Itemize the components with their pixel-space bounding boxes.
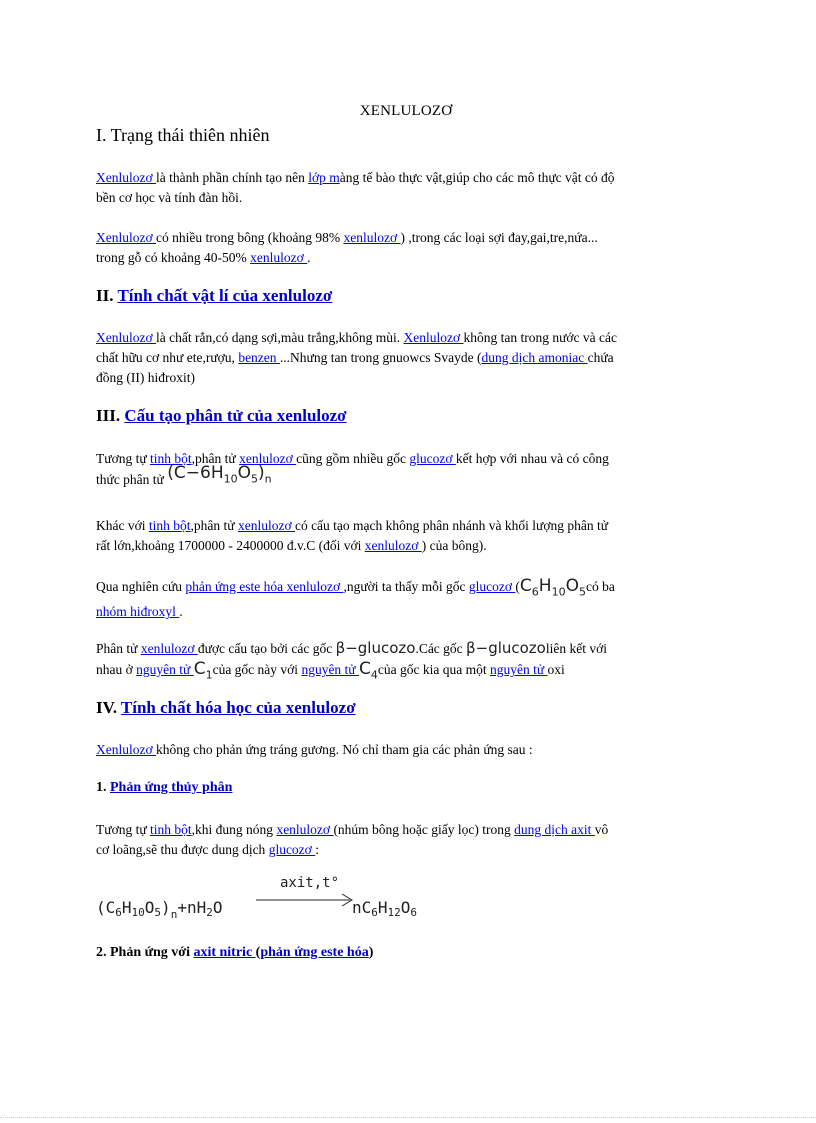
- link-xenlulozo[interactable]: xenlulozơ: [276, 822, 334, 837]
- heading-number: II.: [96, 286, 118, 305]
- link-dung-dich-axit[interactable]: dung dịch axit: [514, 822, 595, 837]
- formula-beta-glucozo: β−glucozo: [466, 639, 546, 657]
- equation-left: $(C6H10O5)_n+nH2O$: [96, 898, 223, 920]
- formula-beta-glucozo: β−glucozo: [335, 639, 416, 657]
- link-tinh-bot[interactable]: tinh bột: [150, 822, 192, 837]
- equation-right: nC6H12O6: [352, 898, 418, 919]
- section-4-paragraph-2: [96, 820, 716, 860]
- text: là chất rắn,có dạng sợi,màu trắng,không mùi.: [156, 330, 404, 345]
- text: (: [515, 579, 520, 594]
- link-xenlulozo[interactable]: xenlulozơ: [237, 518, 295, 533]
- text: không cho phản ứng tráng gương. Nó chỉ tham gia các phản ứng sau :: [156, 742, 533, 757]
- section-4-heading: [96, 698, 356, 718]
- section-2-heading: [96, 286, 332, 306]
- section-1-heading: I. Trạng thái thiên nhiên: [96, 125, 270, 145]
- section-3-heading: [96, 406, 347, 426]
- text: vô: [594, 822, 609, 837]
- link-dung-dich-amoniac[interactable]: dung dịch amoniac: [481, 350, 588, 365]
- text: Khác với: [96, 518, 149, 533]
- formula-c1: $C_1$: [193, 659, 213, 682]
- text: ,phân tử: [191, 451, 240, 466]
- link-glucozo[interactable]: glucozơ: [468, 579, 516, 594]
- link-xenlulozo[interactable]: xenlulozơ: [250, 250, 308, 265]
- text: được cấu tạo bởi các gốc: [197, 641, 336, 656]
- section-3-paragraph-3: [96, 576, 716, 622]
- text: là thành phần chính tạo nên: [156, 170, 309, 185]
- text: đồng (II) hiđroxit): [96, 370, 195, 385]
- link-nguyen-tu[interactable]: nguyên tử: [301, 662, 359, 677]
- text: ) ,trong các loại sợi đay,gai,tre,nứa...: [400, 230, 598, 245]
- section-3-paragraph-2: [96, 516, 716, 556]
- heading-number: III.: [96, 406, 125, 425]
- subsection-1-heading: [96, 780, 232, 796]
- text: trong gỗ có khoảng 40-50%: [96, 250, 251, 265]
- text: chứa: [587, 350, 614, 365]
- link-xenlulozo[interactable]: Xenlulozơ: [403, 330, 464, 345]
- text: ): [368, 945, 374, 960]
- text: (nhúm bông hoặc giấy lọc) trong: [333, 822, 515, 837]
- text: của gốc này với: [212, 662, 302, 677]
- formula-c4: $C_4$: [359, 659, 378, 682]
- text: cũng gồm nhiều gốc: [296, 451, 410, 466]
- section-3-paragraph-4: [96, 638, 716, 685]
- section-1-paragraph-2: [96, 228, 716, 268]
- text: liên kết với: [545, 641, 607, 656]
- text: Tương tự: [96, 451, 151, 466]
- text: Qua nghiên cứu: [96, 579, 186, 594]
- link-benzen[interactable]: benzen: [238, 350, 280, 365]
- text: có cấu tạo mạch không phân nhánh và khối lượng phân tử: [294, 518, 609, 533]
- text: cơ loãng,sẽ thu được dung dịch: [96, 842, 269, 857]
- section-2-paragraph-1: [96, 328, 716, 388]
- text: có ba: [585, 579, 615, 594]
- link-phan-ung-este-hoa[interactable]: phản ứng este hóa: [260, 945, 369, 960]
- heading-number: 1.: [96, 780, 110, 795]
- text: nhau ở: [96, 662, 137, 677]
- link-xenlulozo[interactable]: Xenlulozơ: [96, 742, 156, 757]
- text: bền cơ học và tính đàn hồi.: [96, 190, 243, 205]
- heading-link-physical-properties[interactable]: Tính chất vật lí của xenlulozơ: [117, 286, 333, 305]
- formula-cellulose: $(C-6H_{10}O_5)_n$: [167, 463, 272, 486]
- text: ,phân tử: [190, 518, 238, 533]
- link-xenlulozo[interactable]: Xenlulozơ: [96, 330, 156, 345]
- text: ) của bông).: [421, 538, 487, 553]
- heading-link-chemical-properties[interactable]: Tính chất hóa học của xenlulozơ: [120, 698, 356, 717]
- formula-glucose-unit: $C_6H_{10}O_5$: [519, 576, 586, 599]
- text: 2. Phản ứng với: [96, 945, 194, 960]
- link-glucozo[interactable]: glucozơ: [409, 451, 456, 466]
- page-title: XENLULOZƠ: [359, 103, 453, 119]
- text: ,khi đung nóng: [191, 822, 277, 837]
- link-xenlulozo[interactable]: xenlulozơ: [140, 641, 198, 656]
- link-nguyen-tu[interactable]: nguyên tử: [136, 662, 194, 677]
- link-xenlulozo[interactable]: Xenlulozơ: [96, 170, 156, 185]
- text: (: [255, 945, 261, 960]
- text: .Các gốc: [415, 641, 467, 656]
- link-xenlulozo[interactable]: xenlulozơ: [364, 538, 422, 553]
- link-axit-nitric[interactable]: axit nitric: [193, 945, 256, 960]
- link-xenlulozo[interactable]: Xenlulozơ: [96, 230, 156, 245]
- link-phan-ung-este-hoa[interactable]: phản ứng este hóa: [185, 579, 287, 594]
- text: ,người ta thấy mỗi gốc: [343, 579, 469, 594]
- text: của gốc kia qua một: [377, 662, 490, 677]
- link-tinh-bot[interactable]: tinh bột: [150, 451, 192, 466]
- section-4-paragraph-1: [96, 740, 716, 760]
- text: ...Nhưng tan trong gnuowcs Svayde (: [279, 350, 482, 365]
- text: :: [315, 842, 319, 857]
- text: chất hữu cơ như ete,rượu,: [96, 350, 239, 365]
- link-phan-ung-thuy-phan[interactable]: Phản ứng thủy phân: [110, 780, 233, 795]
- section-3-paragraph-1: [96, 449, 716, 495]
- text: .: [179, 604, 183, 620]
- link-xenlulozo[interactable]: xenlulozơ: [343, 230, 401, 245]
- section-1-paragraph-1: [96, 168, 716, 208]
- link-lop-mang[interactable]: lớp m: [308, 170, 340, 185]
- link-nhom-hidroxyl[interactable]: nhóm hiđroxyl: [96, 604, 180, 620]
- link-xenlulozo[interactable]: xenlulozơ: [286, 579, 344, 594]
- link-nguyen-tu[interactable]: nguyên tử: [489, 662, 548, 677]
- text: Phân tử: [96, 641, 141, 656]
- link-xenlulozo[interactable]: xenlulozơ: [239, 451, 297, 466]
- page-bottom-border: [0, 1117, 816, 1118]
- link-glucozo[interactable]: glucozơ: [268, 842, 316, 857]
- text: kết hợp với nhau và có công: [455, 451, 609, 466]
- text: có nhiều trong bông (khoảng 98%: [156, 230, 344, 245]
- text: Tương tự: [96, 822, 151, 837]
- link-tinh-bot[interactable]: tinh bột: [148, 518, 191, 533]
- text: .: [307, 250, 311, 265]
- text: àng tế bào thực vật,giúp cho các mô thực vật có độ: [339, 170, 615, 185]
- text: thức phân tử: [96, 472, 168, 487]
- hydrolysis-equation: [96, 870, 456, 920]
- heading-link-molecular-structure[interactable]: Cấu tạo phân tử của xenlulozơ: [124, 406, 347, 425]
- text: oxi: [547, 662, 565, 677]
- subsection-2-heading: [96, 945, 373, 961]
- text: rất lớn,khoảng 1700000 - 2400000 đ.v.C (đối với: [96, 538, 365, 553]
- heading-number: IV.: [96, 698, 121, 717]
- equation-condition: axit,t°: [280, 875, 340, 891]
- text: không tan trong nước và các: [463, 330, 617, 345]
